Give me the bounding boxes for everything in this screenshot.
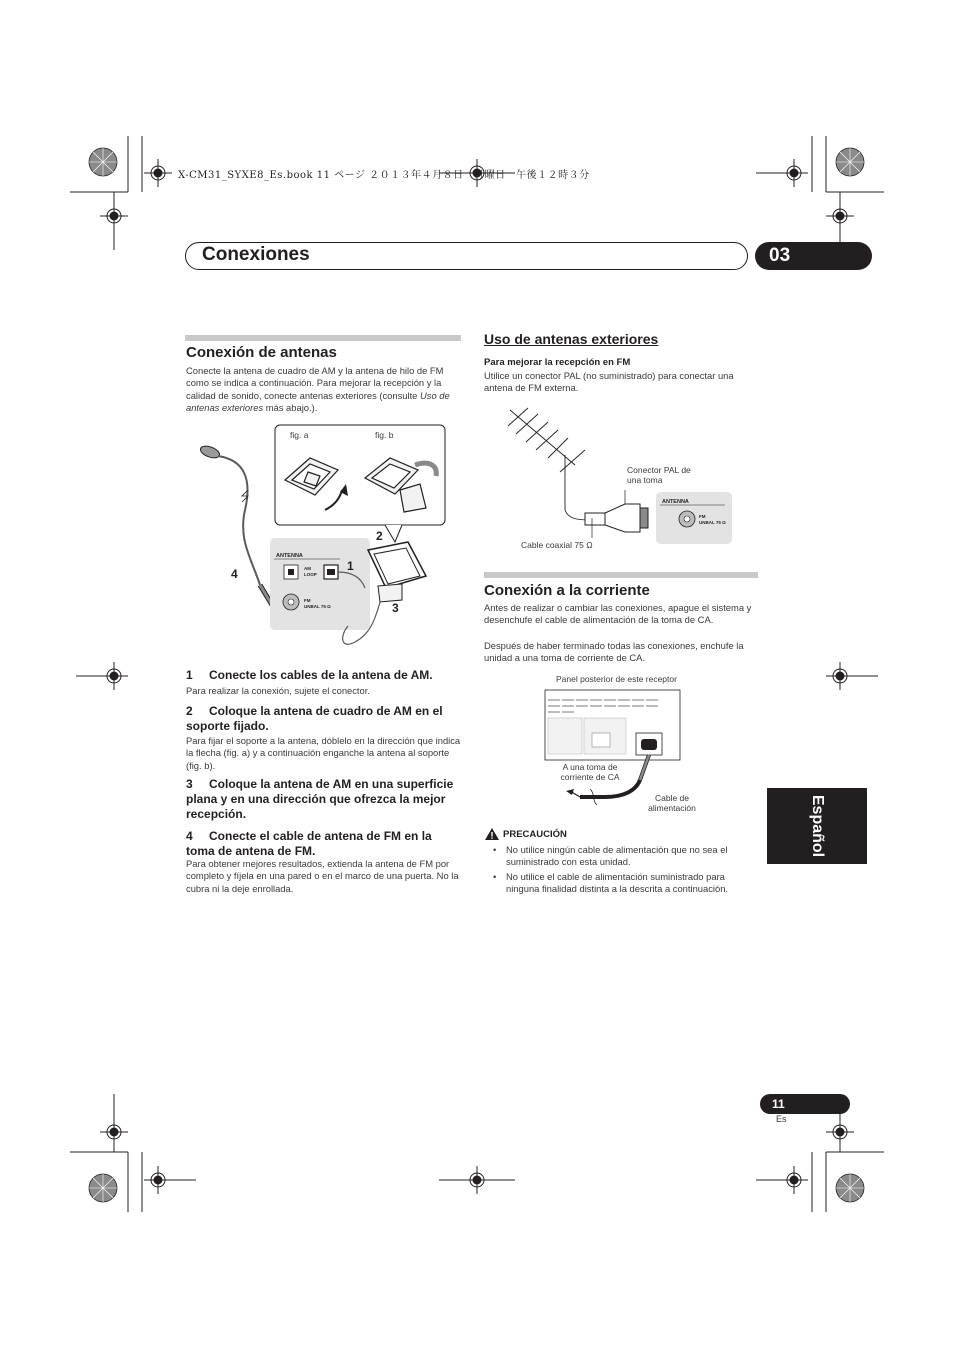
chapter-number: 03 (755, 242, 872, 270)
page-language: Es (776, 1114, 787, 1124)
step-3-title (186, 777, 462, 822)
power-text-1: Antes de realizar o cambiar las conexiones, apague el sistema y desenchufe el cable de alimentación de la toma de CA. (484, 602, 752, 626)
callout-3: 3 (392, 601, 399, 615)
language-tab-label: Español (809, 794, 826, 858)
callout-2: 2 (376, 529, 383, 543)
section-divider (185, 335, 461, 341)
section-title-antennas: Conexión de antenas (186, 344, 337, 361)
callout-4: 4 (231, 567, 238, 581)
caution-title: PRECAUCIÓN (503, 829, 567, 840)
panel-antenna-label: ANTENNA (276, 553, 303, 559)
step-4-text: Para obtener mejores resultados, extienda la antena de FM por completo y fíjela en una pared o en el marco de una puerta. No la cubra ni la deje enrollada. (186, 858, 459, 894)
step-1-heading: Conecte los cables de la antena de AM. (209, 668, 433, 682)
step-1-number: 1 (186, 668, 193, 682)
caution-item: • No utilice ningún cable de alimentación que no sea el suministrado con esta unidad. (484, 844, 760, 869)
fm-text: Utilice un conector PAL (no suministrado) para conectar una antena de FM externa. (484, 370, 734, 394)
language-tab (767, 788, 867, 864)
chapter-title: Conexiones (202, 244, 310, 265)
power-cable-label: Cable de alimentación (648, 793, 696, 813)
panel-fm-label: FM (304, 598, 311, 603)
page-number: 11 (760, 1094, 850, 1114)
antennas-intro (186, 365, 461, 415)
section-title-outdoor: Uso de antenas exteriores (484, 331, 659, 347)
step-1-text: Para realizar la conexión, sujete el conector. (186, 685, 370, 696)
step-2-text: Para fijar el soporte a la antena, dóblelo en la dirección que indica la flecha (fig. a) y a continuación enganche la antena al soporte (fig. b). (186, 735, 461, 771)
caution-item: • No utilice el cable de alimentación suministrado para ninguna finalidad distinta a la descrita a continuación. (484, 871, 760, 896)
rear-panel-label: Panel posterior de este receptor (556, 674, 677, 684)
caution-list (484, 844, 760, 898)
fig-a-label: fig. a (290, 430, 309, 440)
step-3-heading: Coloque la antena de AM en una superficie plana y en una dirección que ofrezca la mejor recepción. (186, 777, 454, 821)
step-2-title (186, 704, 462, 734)
power-text-2: Después de haber terminado todas las conexiones, enchufe la unidad a una toma de corriente de CA. (484, 640, 744, 664)
section-title-power: Conexión a la corriente (484, 582, 650, 599)
panel-unbal-label: UNBAL 75 Ω (304, 604, 331, 609)
book-info-line: X-CM31_SYXE8_Es.book 11 ページ ２０１３年４月８日 月曜日 午後１２時３分 (178, 170, 590, 181)
intro-text-1: Conecte la antena de cuadro de AM y la antena de hilo de FM como se indica a continuación. Para mejorar la recepción y la calidad de sonido, conecte antenas exteriores (consulte (186, 365, 444, 401)
intro-text-2: más abajo.). (263, 402, 318, 414)
step-4-number: 4 (186, 829, 193, 843)
fm-panel-antenna-label: ANTENNA (662, 499, 689, 505)
step-3-number: 3 (186, 777, 193, 791)
antenna-connection-figure (190, 420, 460, 660)
panel-loop-label: LOOP (304, 572, 317, 577)
step-4-heading: Conecte el cable de antena de FM en la toma de antena de FM. (186, 829, 432, 858)
section-divider-power (484, 572, 758, 578)
warning-icon (485, 828, 499, 840)
ac-outlet-label: A una toma de corriente de CA (560, 762, 620, 782)
pal-connector-label: Conector PAL de una toma (627, 465, 691, 485)
fm-panel-fm-label: FM (699, 514, 706, 519)
callout-1: 1 (347, 559, 354, 573)
fig-b-label: fig. b (375, 430, 394, 440)
step-4-title (186, 829, 462, 859)
intro-reference: Uso de antenas exteriores (186, 389, 450, 414)
step-2-heading: Coloque la antena de cuadro de AM en el soporte fijado. (186, 704, 443, 733)
step-2-number: 2 (186, 704, 193, 718)
step-1-title (186, 668, 462, 683)
coax-cable-label: Cable coaxial 75 Ω (521, 540, 593, 550)
chapter-header (185, 242, 748, 270)
fm-subtitle: Para mejorar la recepción en FM (484, 357, 631, 368)
fm-panel-unbal-label: UNBAL 75 Ω (699, 520, 726, 525)
panel-am-label: AM (304, 566, 311, 571)
